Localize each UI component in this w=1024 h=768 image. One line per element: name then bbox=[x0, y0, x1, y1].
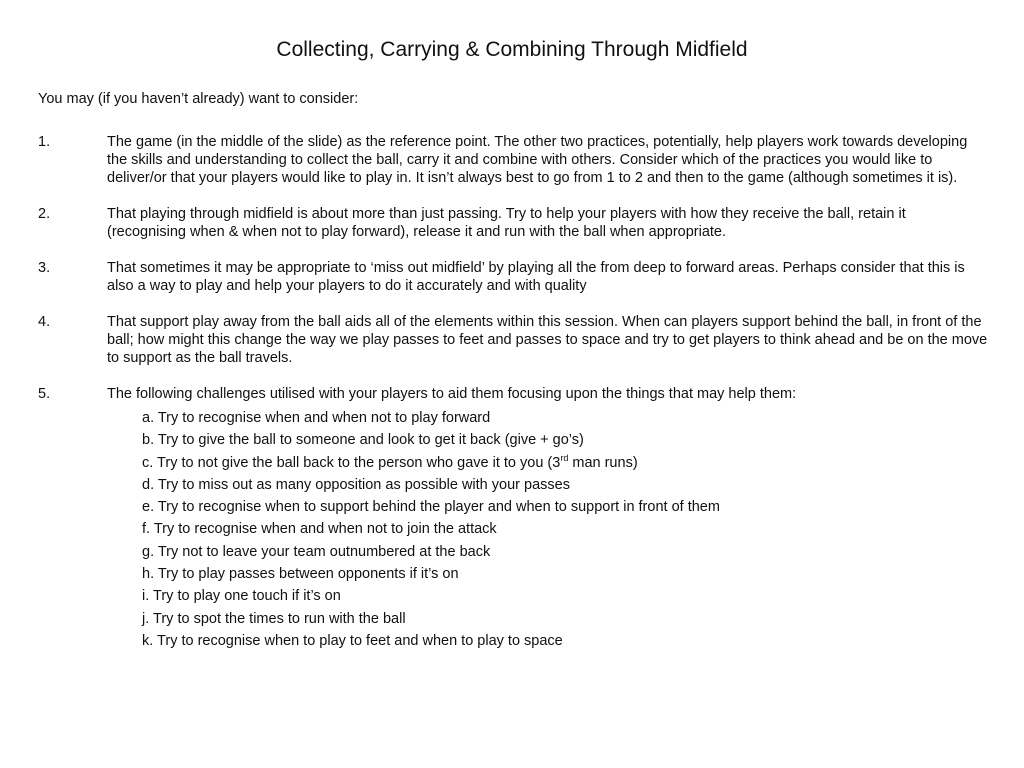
list-item-number: 1. bbox=[38, 134, 51, 150]
list-item-text: The following challenges utilised with your players to aid them focusing upon the things that may help them: bbox=[107, 386, 797, 402]
challenge-item: a. Try to recognise when and when not to play forward bbox=[142, 410, 491, 426]
challenge-item: b. Try to give the ball to someone and look to get it back (give + go’s) bbox=[142, 432, 584, 449]
list-item bbox=[38, 259, 988, 295]
challenge-item: h. Try to play passes between opponents if it’s on bbox=[142, 566, 459, 583]
list-item-number: 3. bbox=[38, 260, 51, 276]
list-item-text: The game (in the middle of the slide) as the reference point. The other two practices, potentially, help players work towards developing the skills and understanding to collect the ball, carry it and combine with others. Consider which of the practices you would like to deliver/or that your players would like to play in. It isn’t always best to go from 1 to 2 and then to the game (although sometimes it is). bbox=[107, 134, 968, 186]
superscript-rd: rd bbox=[560, 452, 569, 463]
challenge-text: man runs) bbox=[568, 454, 638, 471]
challenge-list bbox=[107, 407, 988, 652]
list-item bbox=[38, 313, 988, 367]
challenge-item: e. Try to recognise when to support behind the player and when to support in front of them bbox=[142, 499, 720, 516]
list-item-text: That playing through midfield is about more than just passing. Try to help your players with how they receive the ball, retain it (recognising when & when not to play forward), release it and run with the ball when appropriate. bbox=[107, 206, 906, 240]
slide-content bbox=[38, 90, 988, 670]
challenge-item bbox=[142, 452, 988, 474]
intro-text: You may (if you haven’t already) want to consider: bbox=[38, 91, 359, 107]
slide-title: Collecting, Carrying & Combining Through Midfield bbox=[276, 38, 748, 61]
challenge-item: k. Try to recognise when to play to feet and when to play to space bbox=[142, 632, 563, 649]
challenge-text: c. Try to not give the ball back to the person who gave it to you (3 bbox=[142, 454, 561, 471]
list-item-number: 4. bbox=[38, 314, 51, 330]
challenge-item: j. Try to spot the times to run with the ball bbox=[142, 610, 406, 627]
list-item-number: 2. bbox=[38, 206, 51, 222]
list-item bbox=[38, 205, 988, 241]
challenge-item: i. Try to play one touch if it’s on bbox=[142, 588, 341, 605]
list-item-number: 5. bbox=[38, 386, 51, 402]
list-item bbox=[38, 133, 988, 187]
challenge-item: d. Try to miss out as many opposition as possible with your passes bbox=[142, 476, 570, 493]
challenge-item: f. Try to recognise when and when not to join the attack bbox=[142, 521, 497, 538]
challenge-item: g. Try not to leave your team outnumbered at the back bbox=[142, 543, 491, 560]
list-item-text: That support play away from the ball aids all of the elements within this session. When can players support behind the ball, in front of the ball; how might this change the way we play passes to feet and passes to space and try to get players to think ahead and be on the move to support as the ball travels. bbox=[107, 314, 988, 366]
list-item-content bbox=[107, 385, 988, 652]
list-item bbox=[38, 385, 988, 652]
list-item-text: That sometimes it may be appropriate to ‘miss out midfield’ by playing all the from deep to forward areas. Perhaps consider that this is also a way to play and help your players to do it accurately and with quality bbox=[107, 260, 965, 294]
